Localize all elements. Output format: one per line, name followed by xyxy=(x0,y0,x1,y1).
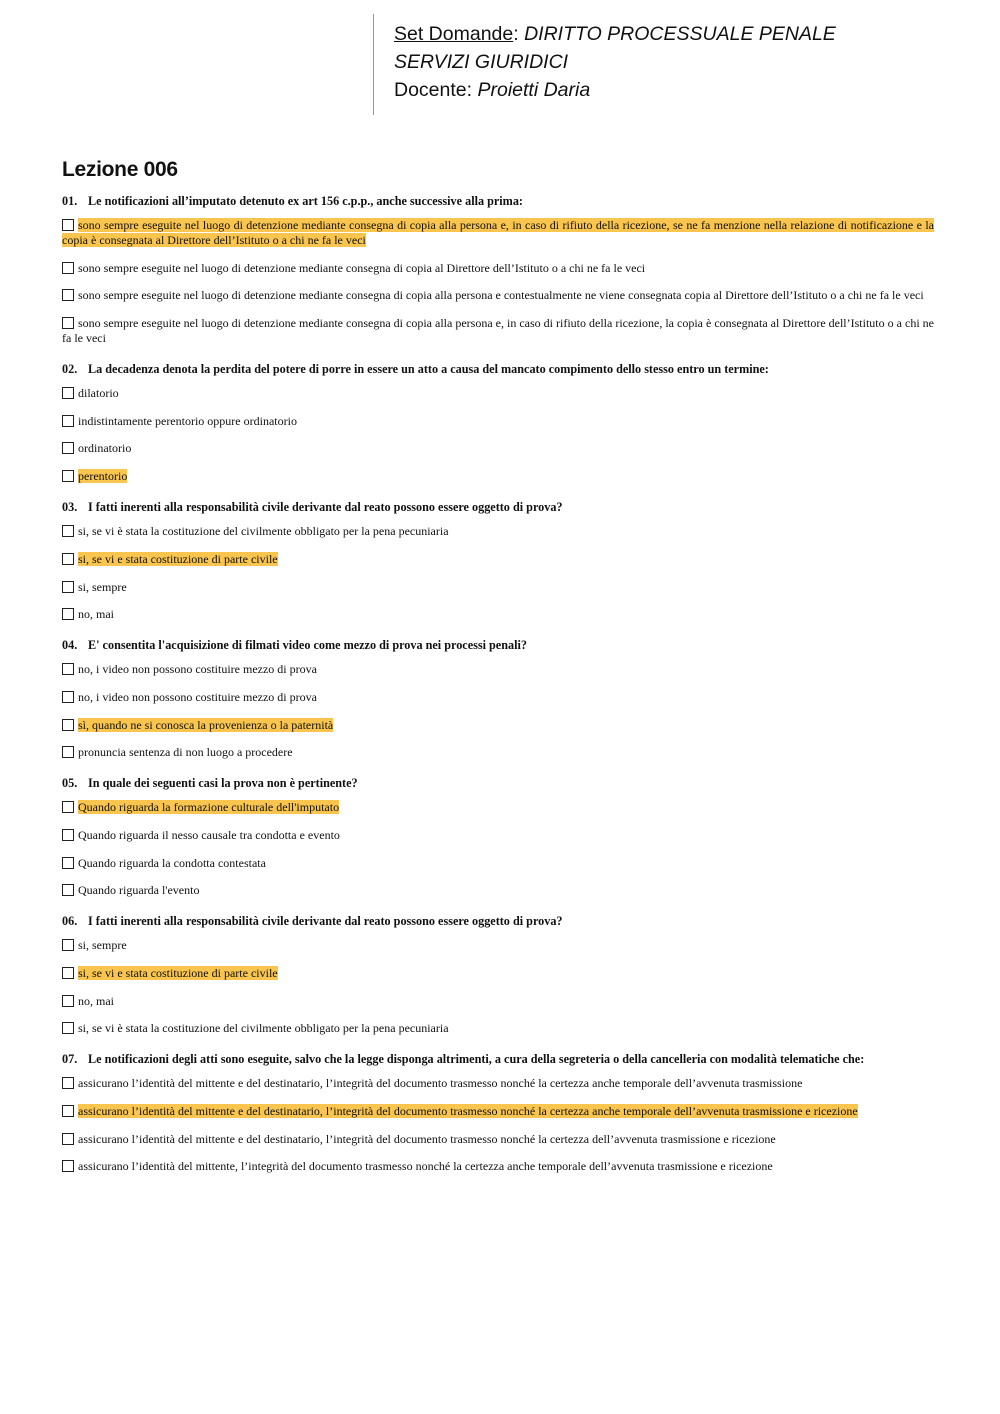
question-number: 06. xyxy=(62,914,78,929)
subject-line-2 xyxy=(394,48,954,76)
answer-option xyxy=(62,441,934,456)
subject-name-2: SERVIZI GIURIDICI xyxy=(394,51,569,73)
answer-text: si, se vi è stata la costituzione del civilmente obbligato per la pena pecuniaria xyxy=(78,1021,449,1036)
answer-checkbox[interactable] xyxy=(62,857,74,869)
answer-option-correct xyxy=(62,800,934,815)
answer-checkbox[interactable] xyxy=(62,1077,74,1089)
answer-option-correct xyxy=(62,469,934,484)
question-label: Le notificazioni all’imputato detenuto ex art 156 c.p.p., anche successive alla prima: xyxy=(88,194,523,208)
answer-checkbox[interactable] xyxy=(62,553,74,565)
answer-checkbox[interactable] xyxy=(62,967,74,979)
answer-text: indistintamente perentorio oppure ordinatorio xyxy=(78,413,297,428)
question-label: La decadenza denota la perdita del potere di porre in essere un atto a causa del mancato compimento dello stesso entro un termine: xyxy=(88,362,769,377)
answer-option xyxy=(62,662,934,677)
answer-option xyxy=(62,316,934,346)
answer-option xyxy=(62,1076,934,1091)
answer-text: no, i video non possono costituire mezzo di prova xyxy=(78,689,317,704)
answer-checkbox[interactable] xyxy=(62,581,74,593)
answer-text: sono sempre eseguite nel luogo di detenzione mediante consegna di copia al Direttore dell’Istituto o a chi ne fa le veci xyxy=(78,260,646,275)
question-number: 04. xyxy=(62,638,78,653)
answer-option xyxy=(62,883,934,898)
answer-text: Quando riguarda la condotta contestata xyxy=(78,855,266,870)
set-domande-line: Set Domande: DIRITTO PROCESSUALE PENALE xyxy=(394,23,836,45)
answer-option xyxy=(62,856,934,871)
answer-text: sono sempre eseguite nel luogo di detenzione mediante consegna di copia alla persona e, in caso di rifiuto della ricezione, se ne fa menzione nella relazione di notificazione e la copia è consegnata al Direttore dell’Istituto o a chi ne fa le veci xyxy=(62,218,934,247)
question-5 xyxy=(62,775,934,898)
question-number: 05. xyxy=(62,776,78,791)
answer-option xyxy=(62,1132,934,1147)
answer-option xyxy=(62,690,934,705)
question-1 xyxy=(62,193,934,346)
answer-checkbox[interactable] xyxy=(62,387,74,399)
answer-checkbox[interactable] xyxy=(62,995,74,1007)
answer-checkbox[interactable] xyxy=(62,746,74,758)
subject-name: DIRITTO PROCESSUALE PENALE xyxy=(524,23,836,45)
answer-text: si, sempre xyxy=(78,579,127,594)
answer-text: sono sempre eseguite nel luogo di detenzione mediante consegna di copia alla persona e contestualmente ne viene consegnata copia al Direttore dell’Istituto o a chi ne fa le veci xyxy=(78,288,924,303)
docente-label: Docente: xyxy=(394,79,478,101)
answer-option xyxy=(62,288,934,303)
answer-checkbox[interactable] xyxy=(62,289,74,301)
answer-checkbox[interactable] xyxy=(62,884,74,896)
set-domande-label: Set Domande xyxy=(394,23,514,45)
answer-option xyxy=(62,386,934,401)
answer-option xyxy=(62,524,934,539)
docente-line xyxy=(394,76,954,104)
answer-option-correct xyxy=(62,718,934,733)
answer-text: si, se vi e stata costituzione di parte civile xyxy=(78,551,278,566)
answer-checkbox[interactable] xyxy=(62,608,74,620)
answer-option-correct xyxy=(62,552,934,567)
question-2 xyxy=(62,361,934,484)
answer-option xyxy=(62,745,934,760)
answer-checkbox[interactable] xyxy=(62,1160,74,1172)
answer-checkbox[interactable] xyxy=(62,525,74,537)
answer-checkbox[interactable] xyxy=(62,1133,74,1145)
answer-checkbox[interactable] xyxy=(62,1105,74,1117)
answer-text: pronuncia sentenza di non luogo a procedere xyxy=(78,745,293,760)
question-4 xyxy=(62,637,934,760)
answer-checkbox[interactable] xyxy=(62,801,74,813)
answer-text: Quando riguarda l'evento xyxy=(78,883,200,898)
answer-text: perentorio xyxy=(78,469,128,484)
question-text xyxy=(62,361,934,377)
docente-name: Proietti Daria xyxy=(477,79,591,101)
answer-text: ordinatorio xyxy=(78,441,132,456)
answer-checkbox[interactable] xyxy=(62,1022,74,1034)
answer-option xyxy=(62,938,934,953)
answer-text: assicurano l’identità del mittente e del destinatario, l’integrità del documento trasmesso nonché la certezza anche temporale dell’avvenuta trasmissione e ricezione xyxy=(78,1104,858,1119)
answer-option xyxy=(62,1159,934,1174)
answer-option xyxy=(62,414,934,429)
answer-checkbox[interactable] xyxy=(62,470,74,482)
question-number: 07. xyxy=(62,1052,78,1067)
answer-text: Quando riguarda il nesso causale tra condotta e evento xyxy=(78,827,340,842)
answer-checkbox[interactable] xyxy=(62,939,74,951)
question-number: 01. xyxy=(62,194,78,208)
answer-text: si, sempre xyxy=(78,938,127,953)
question-text xyxy=(62,1051,934,1067)
answer-text: assicurano l’identità del mittente, l’integrità del documento trasmesso nonché la certezza anche temporale dell’avvenuta trasmissione e ricezione xyxy=(78,1159,773,1174)
question-label: E' consentita l'acquisizione di filmati video come mezzo di prova nei processi penali? xyxy=(88,638,527,653)
answer-text: assicurano l’identità del mittente e del destinatario, l’integrità del documento trasmesso nonché la certezza anche temporale dell’avvenuta trasmissione xyxy=(78,1076,803,1091)
question-text xyxy=(62,193,934,209)
question-number: 03. xyxy=(62,500,78,515)
question-number: 02. xyxy=(62,362,78,377)
question-label: In quale dei seguenti casi la prova non è pertinente? xyxy=(88,776,358,791)
answer-text: sì, quando ne si conosca la provenienza o la paternità xyxy=(78,717,334,732)
answer-text: no, mai xyxy=(78,993,114,1008)
answer-text: no, i video non possono costituire mezzo di prova xyxy=(78,662,317,677)
answer-checkbox[interactable] xyxy=(62,663,74,675)
question-text xyxy=(62,913,934,929)
document-header xyxy=(373,14,954,115)
answer-option xyxy=(62,607,934,622)
question-text xyxy=(62,499,934,515)
answer-option xyxy=(62,1021,934,1036)
question-text xyxy=(62,775,934,791)
answer-checkbox[interactable] xyxy=(62,691,74,703)
question-7 xyxy=(62,1051,934,1174)
answer-option xyxy=(62,994,934,1009)
answer-text: si, se vi e stata costituzione di parte civile xyxy=(78,966,278,980)
question-label: I fatti inerenti alla responsabilità civile derivante dal reato possono essere oggetto di prova? xyxy=(88,500,563,515)
answer-checkbox[interactable] xyxy=(62,719,74,731)
answer-checkbox[interactable] xyxy=(62,415,74,427)
answer-checkbox[interactable] xyxy=(62,442,74,454)
answer-checkbox[interactable] xyxy=(62,829,74,841)
question-3 xyxy=(62,499,934,622)
answer-option-correct xyxy=(62,218,934,248)
answer-option xyxy=(62,580,934,595)
answer-text: sono sempre eseguite nel luogo di detenzione mediante consegna di copia alla persona e, in caso di rifiuto della ricezione, la copia è consegnata al Direttore dell’Istituto o a chi ne fa le veci xyxy=(62,316,934,346)
answer-checkbox[interactable] xyxy=(62,219,74,231)
answer-text: assicurano l’identità del mittente e del destinatario, l’integrità del documento trasmesso nonché la certezza dell’avvenuta trasmissione e ricezione xyxy=(78,1131,776,1146)
lesson-title: Lezione 006 xyxy=(62,158,178,181)
answer-option-correct xyxy=(62,966,934,981)
answer-text: no, mai xyxy=(78,607,114,622)
answer-text: si, se vi è stata la costituzione del civilmente obbligato per la pena pecuniaria xyxy=(78,524,449,539)
answer-checkbox[interactable] xyxy=(62,317,74,329)
question-label: I fatti inerenti alla responsabilità civile derivante dal reato possono essere oggetto di prova? xyxy=(88,914,563,929)
answer-text: dilatorio xyxy=(78,386,119,401)
answer-text: Quando riguarda la formazione culturale dell'imputato xyxy=(78,800,340,815)
answer-option xyxy=(62,261,934,276)
answer-option-correct xyxy=(62,1104,934,1119)
answer-option xyxy=(62,828,934,843)
question-label: Le notificazioni degli atti sono eseguite, salvo che la legge disponga altrimenti, a cura della segreteria o della cancelleria con modalità telematiche che: xyxy=(88,1052,865,1067)
question-list xyxy=(62,193,934,1189)
question-text xyxy=(62,637,934,653)
answer-checkbox[interactable] xyxy=(62,262,74,274)
question-6 xyxy=(62,913,934,1036)
